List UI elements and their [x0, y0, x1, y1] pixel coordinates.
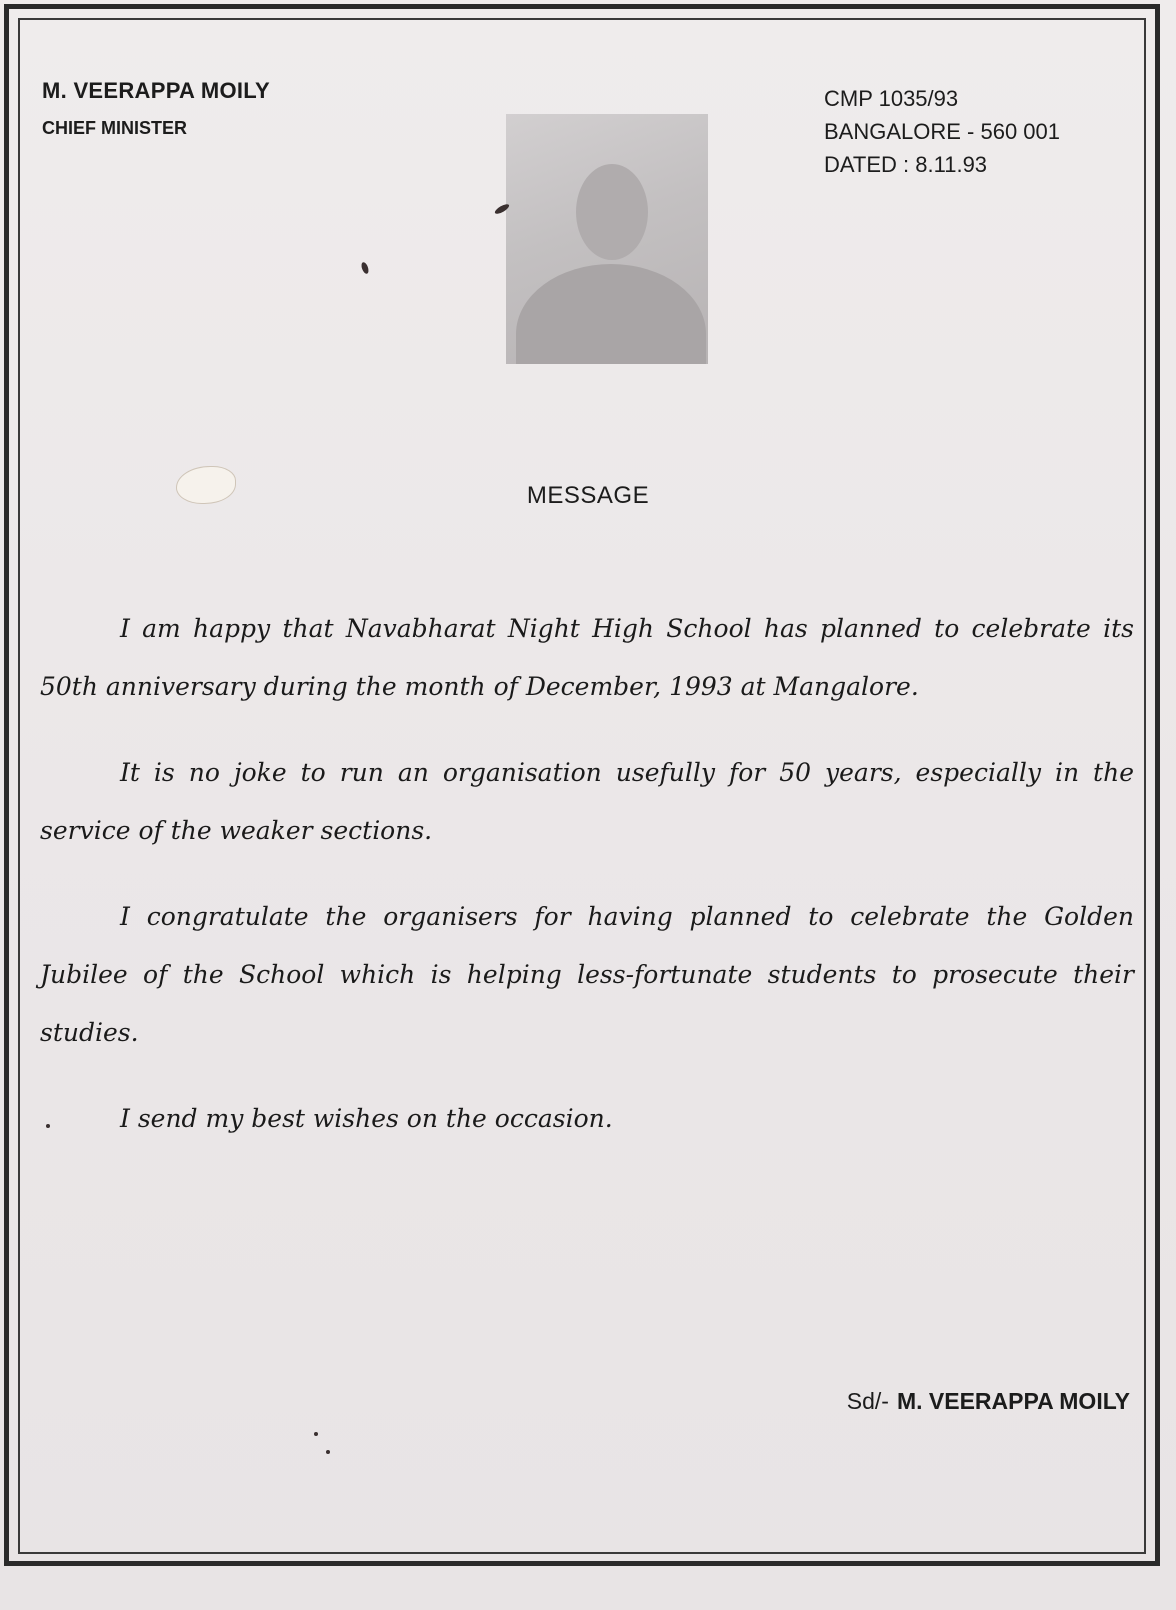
reference-block [824, 82, 1060, 181]
signature-line [847, 1388, 1130, 1415]
reference-number: CMP 1035/93 [824, 86, 959, 111]
portrait-shoulders [516, 264, 706, 364]
portrait-head [576, 164, 648, 260]
message-paragraph: I am happy that Navabharat Night High School has planned to celebrate its 50th anniversary during the month of December, 1993 at Mangalore. [40, 614, 1134, 701]
paper-speck [326, 1450, 330, 1454]
sender-title: CHIEF MINISTER [42, 118, 188, 138]
message-paragraph: I send my best wishes on the occasion. [120, 1104, 613, 1133]
signature-name: M. VEERAPPA MOILY [896, 1388, 1130, 1414]
sender-name: M. VEERAPPA MOILY [42, 78, 270, 103]
message-body [40, 600, 1134, 1176]
signature-prefix: Sd/- [846, 1388, 889, 1414]
message-paragraph: It is no joke to run an organisation usefully for 50 years, especially in the service of the weaker sections. [40, 758, 1134, 845]
location: BANGALORE - 560 001 [824, 119, 1061, 144]
message-heading: MESSAGE [526, 482, 650, 509]
paper-speck [314, 1432, 318, 1436]
date: DATED : 8.11.93 [824, 152, 988, 177]
portrait-photo [506, 114, 708, 364]
message-paragraph: I congratulate the organisers for having planned to celebrate the Golden Jubilee of the School which is helping less-fortunate students to prosecute their studies. [40, 902, 1134, 1047]
